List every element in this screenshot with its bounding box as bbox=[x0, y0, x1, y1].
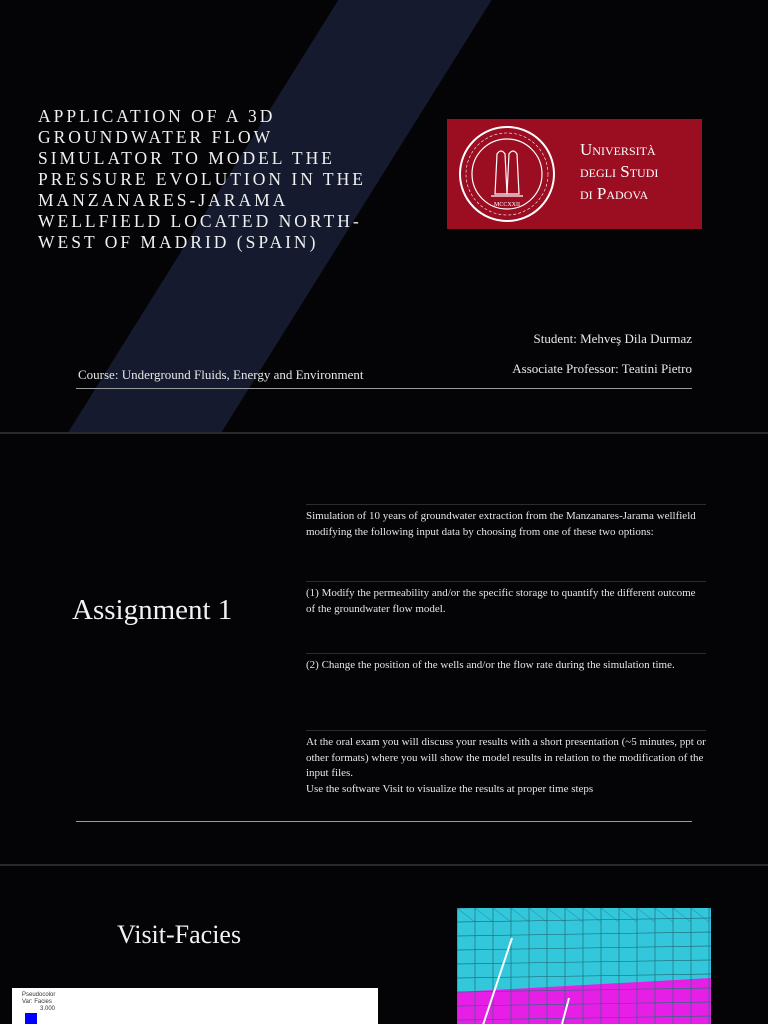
visit-facies-title: Visit-Facies bbox=[117, 920, 242, 949]
legend-max-value: 3.000 bbox=[40, 1006, 56, 1012]
legend-text bbox=[22, 992, 55, 1013]
seal-year: MCCXXII bbox=[493, 202, 521, 208]
university-name-line-1: Università bbox=[580, 140, 656, 159]
legend-plot-type: Pseudocolor bbox=[22, 992, 56, 998]
assignment-title: Assignment 1 bbox=[72, 594, 233, 626]
assignment-item-option-2: (2) Change the position of the wells and/or the flow rate during the simulation time. bbox=[306, 653, 706, 674]
facies-mesh-render bbox=[457, 908, 711, 1024]
assignment-item-exam: At the oral exam you will discuss your results with a short presentation (~5 minutes, ppt or other formats) where you will show the model results in relation to the modification of the input files. Use the software Visit to visualize the results at proper time steps bbox=[306, 730, 706, 797]
student-name: Student: Mehveş Dila Durmaz bbox=[533, 331, 692, 346]
professor-name: Associate Professor: Teatini Pietro bbox=[512, 361, 692, 376]
course-name: Course: Underground Fluids, Energy and Environment bbox=[78, 367, 364, 382]
legend-variable: Var: Facies bbox=[22, 999, 52, 1005]
assignment-item-intro: Simulation of 10 years of groundwater extraction from the Manzanares-Jarama wellfield modifying the following input data by choosing from one of these two options: bbox=[306, 504, 706, 540]
university-name-line-2: degli Studi bbox=[580, 162, 659, 181]
divider bbox=[76, 388, 692, 389]
university-name bbox=[580, 139, 658, 205]
assignment-item-option-1: (1) Modify the permeability and/or the specific storage to quantify the different outcome of the groundwater flow model. bbox=[306, 581, 706, 617]
title-slide bbox=[0, 0, 768, 432]
divider bbox=[76, 821, 692, 822]
visit-render-panel bbox=[12, 988, 378, 1024]
assignment-slide bbox=[0, 434, 768, 864]
presentation-title: APPLICATION OF A 3D GROUNDWATER FLOW SIMULATOR TO MODEL THE PRESSURE EVOLUTION IN THE MANZANARES-JARAMA WELLFIELD LOCATED NORTH-WEST OF MADRID (SPAIN) bbox=[38, 106, 366, 252]
legend-color-swatch bbox=[25, 1013, 37, 1024]
visit-facies-slide bbox=[0, 866, 768, 1024]
university-seal-icon bbox=[457, 124, 557, 224]
university-name-line-3: di Padova bbox=[580, 184, 649, 203]
university-logo bbox=[447, 119, 702, 229]
